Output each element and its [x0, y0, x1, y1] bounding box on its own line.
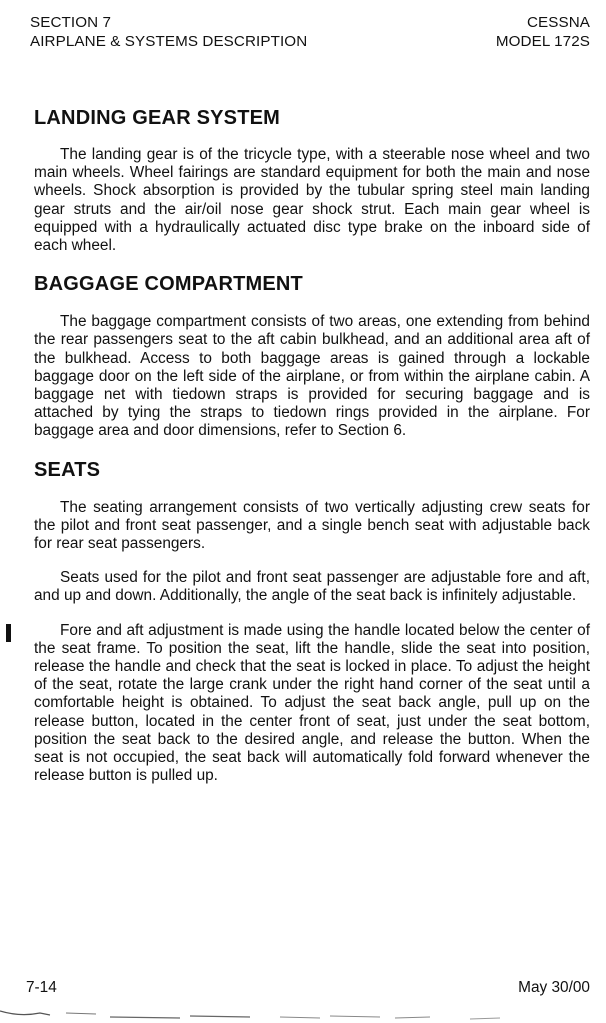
section-title: AIRPLANE & SYSTEMS DESCRIPTION [30, 33, 308, 50]
seats-heading: SEATS [34, 458, 101, 481]
section-number: SECTION 7 [30, 14, 112, 31]
seats-paragraph-3-wrapper [34, 622, 590, 786]
baggage-paragraph: The baggage compartment consists of two areas, one extending from behind the rear passengers seat to the aft cabin bulkhead, and an additional area aft of the bulkhead. Access to both baggage areas is gained through a lockable baggage door on the left side of the airplane, or from within the airplane cabin. A baggage net with tiedown straps is provided for securing baggage and is attached by tying the straps to tiedown rings provided in the airplane. For baggage area and door dimensions, refer to Section 6. [34, 313, 590, 440]
scan-edge-artifact [0, 1003, 606, 1023]
page-number: 7-14 [26, 979, 57, 996]
page-body [34, 105, 590, 785]
running-header-right [496, 13, 590, 51]
landing-gear-heading: LANDING GEAR SYSTEM [34, 107, 281, 129]
seats-paragraph-3: Fore and aft adjustment is made using the handle located below the center of the seat frame. To position the seat, lift the handle, slide the seat into position, release the handle and check that the seat is locked in place. To adjust the height of the seat, rotate the large crank under the right hand corner of the seat until a comfortable height is obtained. To adjust the seat back angle, pull up on the release button, located in the center front of seat, just under the seat bottom, position the seat back to the desired angle, and release the button. When the seat is not occupied, the seat back will automatically fold forward whenever the release button is pulled up. [34, 621, 590, 785]
revision-change-bar [6, 624, 11, 642]
landing-gear-paragraph: The landing gear is of the tricycle type, with a steerable nose wheel and two main wheels. Wheel fairings are standard equipment for both the main and nose wheels. Shock absorption is provided by the tubular spring steel main landing gear struts and the air/oil nose gear shock strut. Each main gear wheel is equipped with a hydraulically actuated disc type brake on the inboard side of each wheel. [34, 146, 590, 255]
seats-paragraph-2: Seats used for the pilot and front seat passenger are adjustable fore and aft, and up and down. Additionally, the angle of the seat back is infinitely adjustable. [34, 569, 590, 605]
seats-paragraph-1: The seating arrangement consists of two vertically adjusting crew seats for the pilot and front seat passenger, and a single bench seat with adjustable back for rear seat passengers. [34, 498, 590, 553]
brand-name: CESSNA [526, 14, 590, 31]
baggage-heading: BAGGAGE COMPARTMENT [34, 273, 303, 296]
model-name: MODEL 172S [495, 33, 590, 50]
running-header-left [30, 13, 307, 51]
revision-date: May 30/00 [518, 979, 590, 996]
